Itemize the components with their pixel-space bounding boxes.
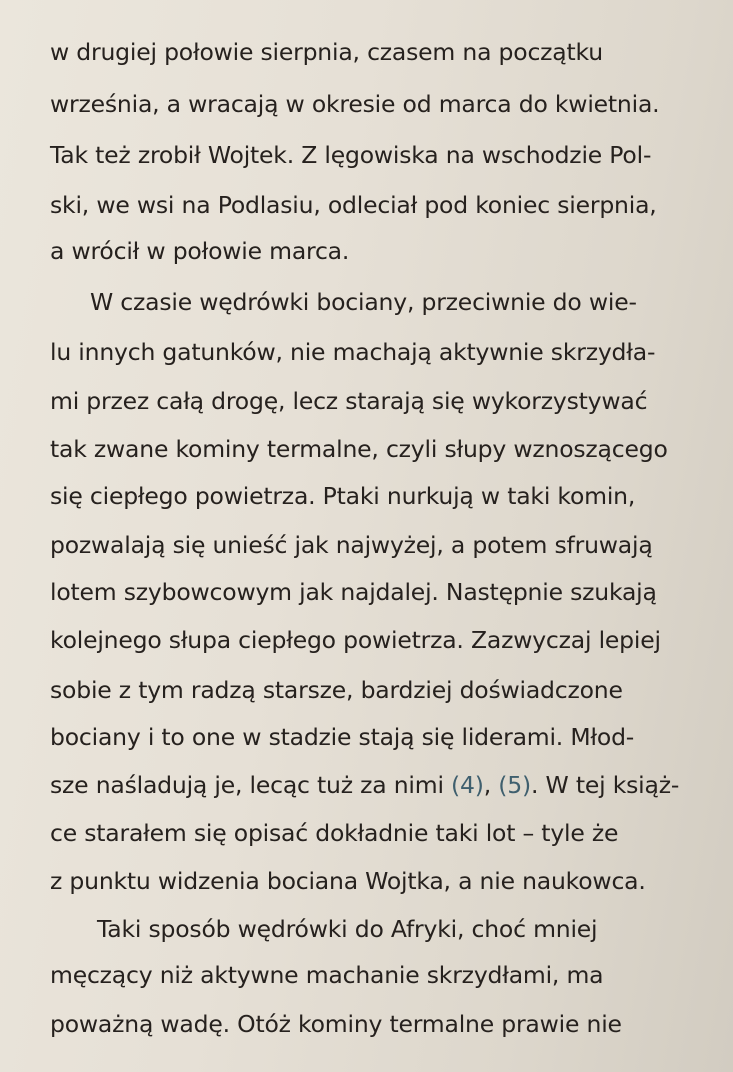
text-line: sobie z tym radzą starsze, bardziej doświadczone	[50, 676, 623, 704]
text-line: się ciepłego powietrza. Ptaki nurkują w taki komin,	[50, 482, 636, 510]
text-segment: sze naśladują je, lecąc tuż za nimi	[50, 771, 452, 799]
text-line: ce starałem się opisać dokładnie taki lot – tyle że	[50, 819, 619, 847]
reference-number: (4)	[451, 771, 484, 799]
text-line: poważną wadę. Otóż kominy termalne prawie nie	[50, 1010, 622, 1038]
text-line: kolejnego słupa ciepłego powietrza. Zazwyczaj lepiej	[50, 626, 661, 654]
text-line: bociany i to one w stadzie stają się liderami. Młod-	[50, 723, 635, 751]
reference-number: (5)	[498, 771, 531, 799]
text-line: ski, we wsi na Podlasiu, odleciał pod koniec sierpnia,	[50, 191, 657, 219]
text-line: pozwalają się unieść jak najwyżej, a potem sfruwają	[50, 531, 653, 559]
text-line: września, a wracają w okresie od marca do kwietnia.	[50, 90, 660, 118]
text-line: w drugiej połowie sierpnia, czasem na początku	[50, 38, 603, 66]
paragraph-start-line: W czasie wędrówki bociany, przeciwnie do wie-	[90, 288, 637, 316]
text-segment: . W tej książ-	[531, 771, 680, 799]
text-line: lotem szybowcowym jak najdalej. Następnie szukają	[50, 578, 657, 606]
text-line: mi przez całą drogę, lecz starają się wykorzystywać	[50, 387, 648, 415]
paragraph-start-line: Taki sposób wędrówki do Afryki, choć mniej	[97, 915, 598, 943]
text-line: Tak też zrobił Wojtek. Z lęgowiska na wschodzie Pol-	[50, 141, 652, 169]
text-line: z punktu widzenia bociana Wojtka, a nie naukowca.	[50, 867, 646, 895]
text-line: tak zwane kominy termalne, czyli słupy wznoszącego	[50, 435, 668, 463]
text-line: lu innych gatunków, nie machają aktywnie skrzydła-	[50, 338, 656, 366]
text-segment: ,	[483, 771, 499, 799]
text-line	[50, 770, 679, 800]
text-line: męczący niż aktywne machanie skrzydłami, ma	[50, 961, 604, 989]
text-line: a wrócił w połowie marca.	[50, 237, 350, 265]
